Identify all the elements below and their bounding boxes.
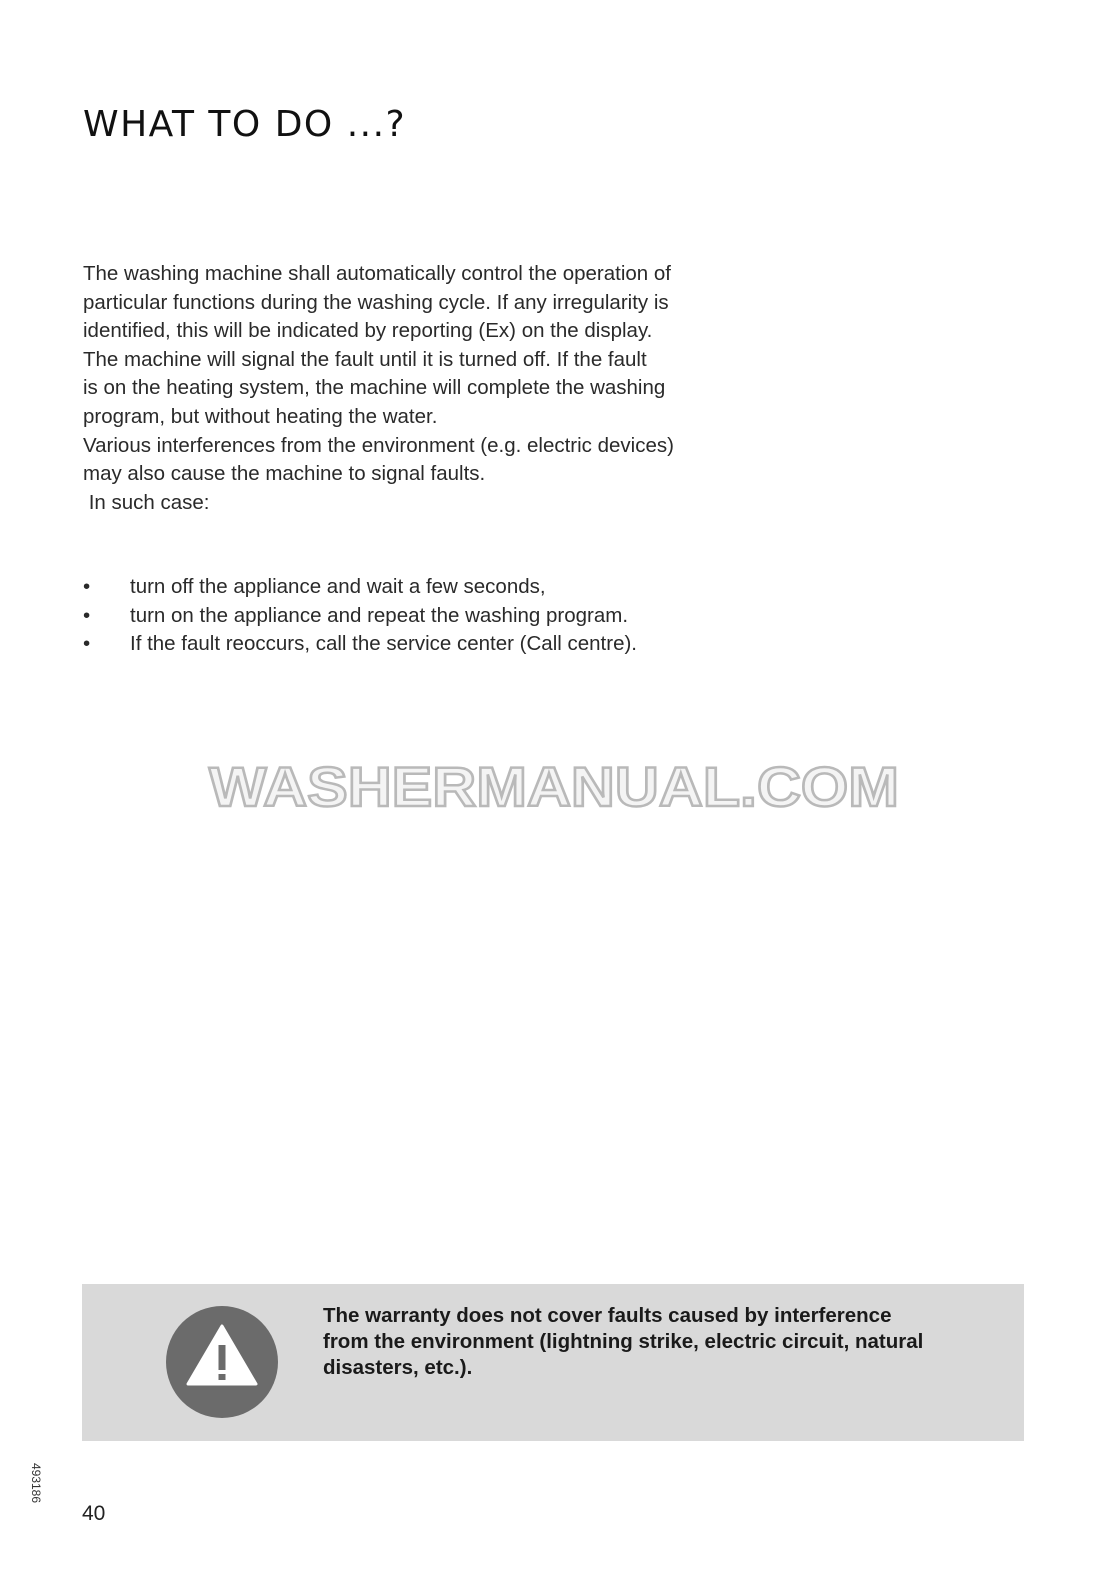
document-code-text: 493186: [29, 1462, 43, 1504]
warning-triangle-icon: [166, 1306, 278, 1418]
intro-line: The machine will signal the fault until it is turned off. If the fault: [83, 347, 647, 371]
list-item-text: turn on the appliance and repeat the washing program.: [130, 603, 629, 627]
page-title: WHAT TO DO ...?: [83, 104, 407, 145]
intro-line: may also cause the machine to signal faults.: [83, 462, 486, 486]
intro-line: program, but without heating the water.: [83, 404, 438, 428]
list-item: [83, 573, 637, 602]
warning-badge: [166, 1306, 278, 1418]
intro-line: In such case:: [83, 490, 210, 514]
instruction-list: [83, 573, 637, 659]
notice-text: [323, 1303, 1003, 1381]
notice-line: The warranty does not cover faults caused by interference: [323, 1304, 892, 1327]
notice-line: disasters, etc.).: [323, 1356, 473, 1379]
list-item: [83, 630, 637, 659]
warranty-notice: [82, 1284, 1024, 1441]
intro-line: is on the heating system, the machine will complete the washing: [83, 376, 666, 400]
list-item-text: turn off the appliance and wait a few seconds,: [130, 575, 546, 598]
intro-line: particular functions during the washing cycle. If any irregularity is: [83, 290, 669, 314]
bullet-icon: •: [83, 575, 91, 598]
list-item-text: If the fault reoccurs, call the service center (Call centre).: [130, 632, 638, 656]
bullet-icon: •: [83, 603, 91, 627]
intro-line: The washing machine shall automatically control the operation of: [83, 262, 671, 285]
document-code: [25, 1458, 47, 1508]
intro-line: Various interferences from the environment (e.g. electric devices): [83, 433, 674, 457]
watermark: [204, 748, 904, 828]
page-number: 40: [82, 1502, 106, 1525]
list-item: [83, 602, 637, 631]
bullet-icon: •: [83, 632, 91, 656]
watermark-text: WASHERMANUAL.COM: [209, 755, 900, 818]
intro-line: identified, this will be indicated by reporting (Ex) on the display.: [83, 319, 653, 343]
intro-paragraph: [83, 260, 803, 517]
notice-line: from the environment (lightning strike, electric circuit, natural: [323, 1330, 924, 1353]
